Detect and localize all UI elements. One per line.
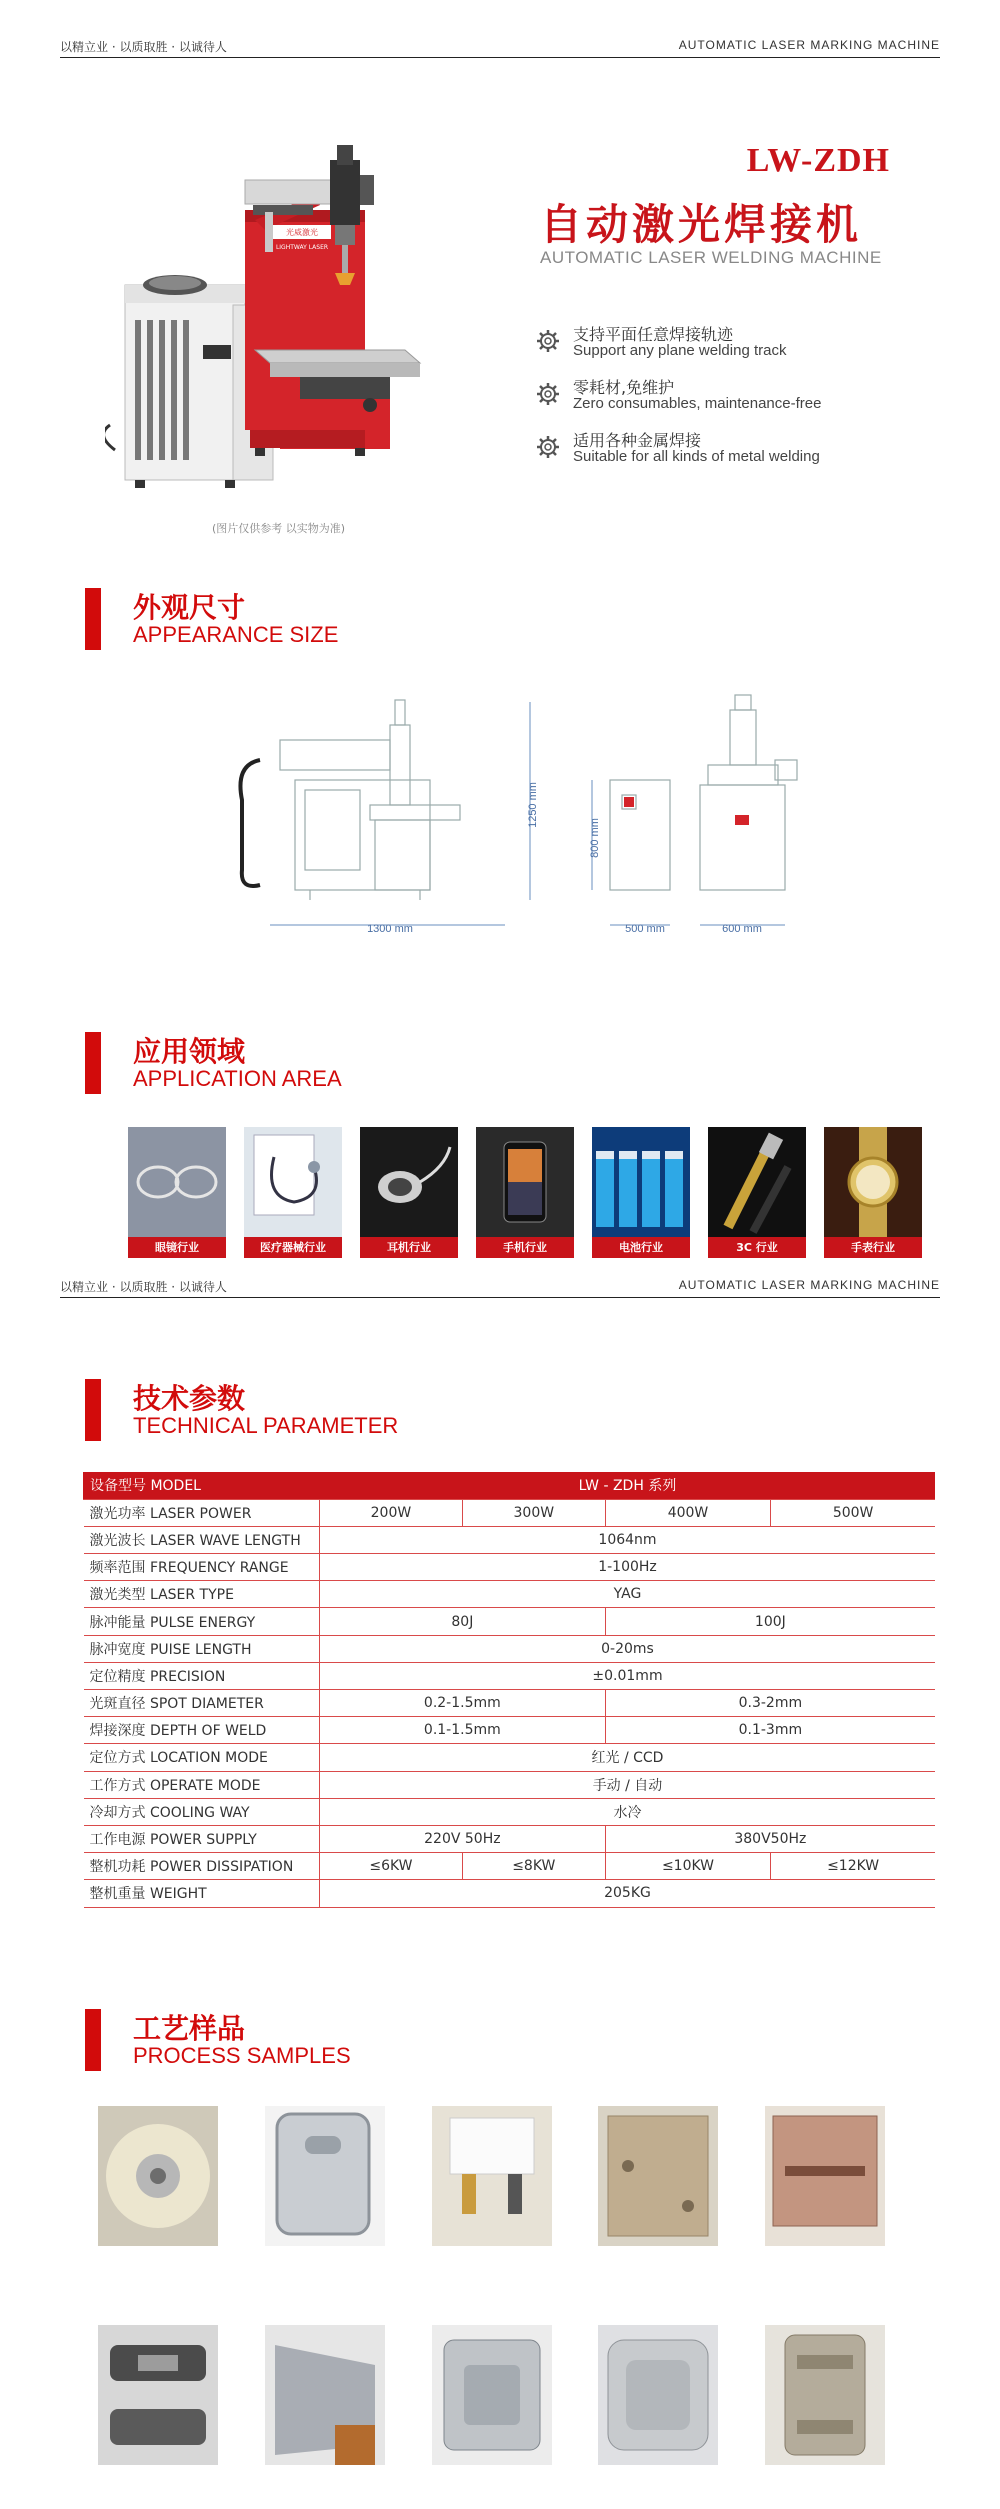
sample-image [765,2106,885,2246]
sample-image [598,2325,718,2465]
param-value: 80J [320,1608,606,1635]
product-title-cn: 自动激光焊接机 [540,200,863,249]
page-header [60,1276,940,1298]
section-title-cn: 工艺样品 [133,2012,246,2045]
table-row [84,1662,936,1689]
dim-side-height: 800 mm [589,818,601,858]
param-value: 100J [605,1608,935,1635]
glasses-icon [128,1127,226,1237]
param-label: 焊接深度 DEPTH OF WELD [84,1717,320,1744]
param-value: 380V50Hz [605,1825,935,1852]
dimension-drawing [230,690,830,960]
param-value: 205KG [320,1880,936,1907]
section-title-en: APPLICATION AREA [133,1066,342,1091]
gear-icon [535,381,561,407]
table-row [84,1853,936,1880]
application-label: 手机行业 [476,1237,574,1258]
dim-depth-1: 500 mm [625,923,665,935]
param-label: 频率范围 FREQUENCY RANGE [84,1554,320,1581]
sample-image [98,2106,218,2246]
slogan: 以精立业 · 以质取胜 · 以诚待人 [60,1280,227,1294]
param-label: 设备型号 MODEL [84,1472,320,1499]
table-row [84,1554,936,1581]
watch-icon [824,1127,922,1237]
battery-icon [592,1127,690,1237]
application-label: 手表行业 [824,1237,922,1258]
param-label: 工作方式 OPERATE MODE [84,1771,320,1798]
param-label: 脉冲能量 PULSE ENERGY [84,1608,320,1635]
sample-image [98,2325,218,2465]
param-value: 500W [771,1499,935,1526]
table-header-row [84,1472,936,1499]
feature-cn: 适用各种金属焊接 [573,431,702,450]
title-accent-bar [85,1379,101,1441]
param-value: 0.2-1.5mm [320,1690,606,1717]
param-label: 激光类型 LASER TYPE [84,1581,320,1608]
application-item-watch [824,1127,922,1258]
table-row [84,1880,936,1907]
param-value: 水冷 [320,1798,936,1825]
param-value: 400W [605,1499,771,1526]
param-value: ≤6KW [320,1853,463,1880]
param-value: 1-100Hz [320,1554,936,1581]
application-label: 电池行业 [592,1237,690,1258]
dim-depth-2: 600 mm [722,923,762,935]
brand-logo-text-en: LIGHTWAY LASER [275,244,329,251]
product-title-en: AUTOMATIC LASER WELDING MACHINE [540,248,882,267]
table-row [84,1717,936,1744]
param-label: 光斑直径 SPOT DIAMETER [84,1690,320,1717]
table-row [84,1608,936,1635]
page-header [60,36,940,58]
param-value: ±0.01mm [320,1662,936,1689]
parameter-table [83,1472,935,1908]
param-value: 手动 / 自动 [320,1771,936,1798]
sample-image [265,2106,385,2246]
section-title-cn: 技术参数 [133,1382,246,1415]
medical-icon [244,1127,342,1237]
param-label: 激光功率 LASER POWER [84,1499,320,1526]
application-label: 眼镜行业 [128,1237,226,1258]
model-name: LW-ZDH [746,142,890,179]
header-tagline: AUTOMATIC LASER MARKING MACHINE [678,38,940,52]
section-title-cn: 应用领域 [133,1035,246,1068]
param-label: 冷却方式 COOLING WAY [84,1798,320,1825]
section-title-en: PROCESS SAMPLES [133,2043,351,2068]
application-item-glasses [128,1127,226,1258]
param-value: 0.1-1.5mm [320,1717,606,1744]
title-accent-bar [85,2009,101,2071]
title-accent-bar [85,1032,101,1094]
sample-image [265,2325,385,2465]
gear-icon [535,328,561,354]
application-item-phone [476,1127,574,1258]
param-label: 整机重量 WEIGHT [84,1880,320,1907]
application-label: 医疗器械行业 [244,1237,342,1258]
application-item-battery [592,1127,690,1258]
phone-icon [476,1127,574,1237]
table-row [84,1798,936,1825]
gear-icon [535,434,561,460]
title-accent-bar [85,588,101,650]
usb-icon [708,1127,806,1237]
param-value: LW - ZDH 系列 [320,1472,936,1499]
param-value: 200W [320,1499,463,1526]
table-row [84,1635,936,1662]
section-title-en: APPEARANCE SIZE [133,622,339,647]
param-label: 工作电源 POWER SUPPLY [84,1825,320,1852]
param-value: 0.3-2mm [605,1690,935,1717]
application-label: 耳机行业 [360,1237,458,1258]
param-value: 220V 50Hz [320,1825,606,1852]
machine-image [105,145,485,515]
feature-en: Support any plane welding track [573,342,787,359]
slogan: 以精立业 · 以质取胜 · 以诚待人 [60,40,227,54]
section-title-cn: 外观尺寸 [133,591,246,624]
header-tagline: AUTOMATIC LASER MARKING MACHINE [678,1278,940,1292]
application-item-3c [708,1127,806,1258]
param-label: 激光波长 LASER WAVE LENGTH [84,1526,320,1553]
section-title-en: TECHNICAL PARAMETER [133,1413,399,1438]
table-row [84,1499,936,1526]
table-row [84,1581,936,1608]
sample-image [432,2325,552,2465]
sample-image [432,2106,552,2246]
feature-en: Zero consumables, maintenance-free [573,395,822,412]
sample-image [598,2106,718,2246]
param-label: 整机功耗 POWER DISSIPATION [84,1853,320,1880]
feature-en: Suitable for all kinds of metal welding [573,448,820,465]
table-row [84,1690,936,1717]
dim-height: 1250 mm [527,782,539,828]
brand-logo-text: 光威激光 [286,228,318,237]
param-value: ≤8KW [462,1853,605,1880]
sample-image [765,2325,885,2465]
param-label: 定位精度 PRECISION [84,1662,320,1689]
dim-width: 1300 mm [367,923,413,935]
feature-cn: 零耗材,免维护 [573,378,675,397]
param-value: ≤12KW [771,1853,935,1880]
param-value: 0.1-3mm [605,1717,935,1744]
table-row [84,1526,936,1553]
application-label: 3C 行业 [708,1237,806,1258]
application-item-medical [244,1127,342,1258]
image-caption: (图片仅供参考 以实物为准) [212,522,346,535]
earphone-icon [360,1127,458,1237]
table-row [84,1825,936,1852]
param-value: 红光 / CCD [320,1744,936,1771]
param-value: YAG [320,1581,936,1608]
param-label: 定位方式 LOCATION MODE [84,1744,320,1771]
feature-cn: 支持平面任意焊接轨迹 [573,325,734,344]
param-value: 0-20ms [320,1635,936,1662]
table-row [84,1744,936,1771]
table-row [84,1771,936,1798]
param-value: ≤10KW [605,1853,771,1880]
application-item-earphone [360,1127,458,1258]
param-label: 脉冲宽度 PUISE LENGTH [84,1635,320,1662]
param-value: 300W [462,1499,605,1526]
param-value: 1064nm [320,1526,936,1553]
